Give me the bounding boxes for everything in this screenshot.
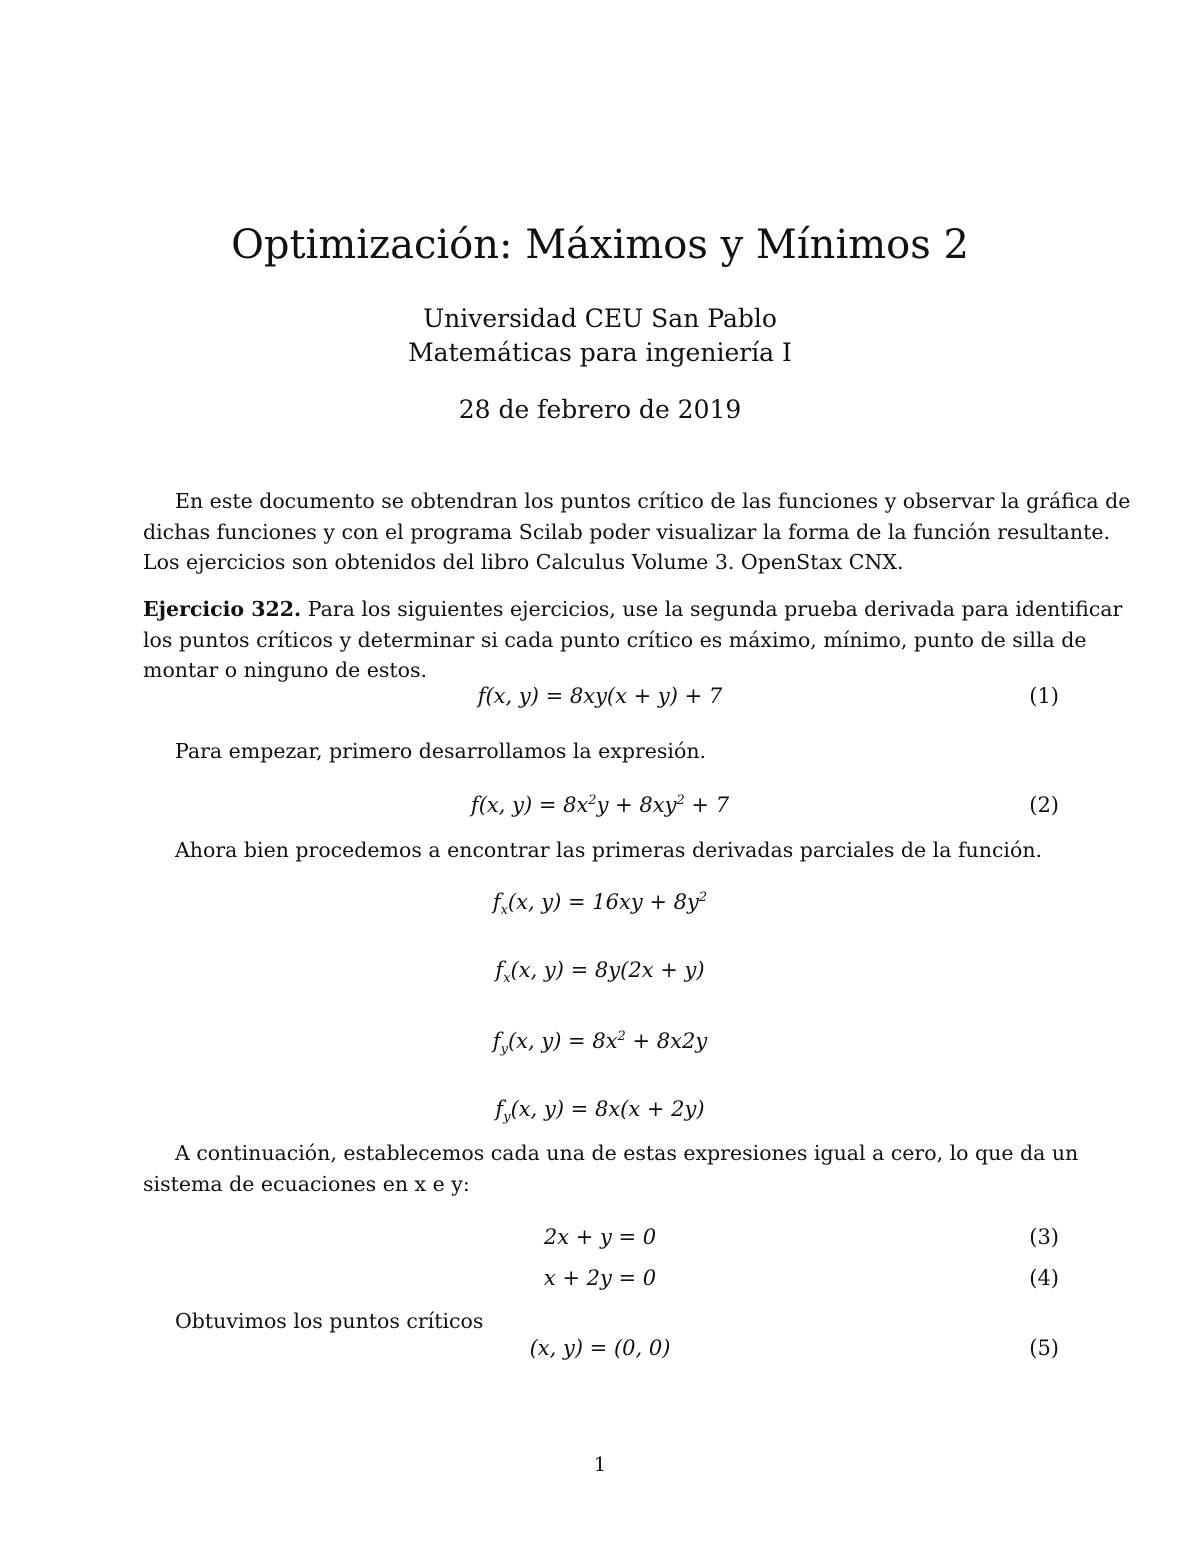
equation-3-body: 2x + y = 0 (543, 1225, 657, 1249)
system-paragraph (143, 1138, 1079, 1199)
partials-text: Ahora bien procedemos a encontrar las primeras derivadas parciales de la función. (175, 838, 1043, 862)
exercise-line: montar o ninguno de estos. (143, 658, 428, 682)
exercise-line: los puntos críticos y determinar si cada punto crítico es máximo, mínimo, punto de silla de (143, 627, 1087, 652)
expand-text: Para empezar, primero desarrollamos la expresión. (175, 739, 707, 763)
exercise-line-1 (143, 594, 1123, 625)
exercise-text: Para los siguientes ejercicios, use la segunda prueba derivada para identificar (307, 597, 1123, 621)
page-number: 1 (593, 1452, 607, 1476)
system-line: A continuación, establecemos cada una de estas expresiones igual a cero, lo que da un (175, 1141, 1079, 1165)
document-date: 28 de febrero de 2019 (458, 395, 742, 424)
equation-1 (0, 684, 1200, 708)
critical-text: Obtuvimos los puntos críticos (175, 1309, 484, 1333)
institution: Universidad CEU San Pablo (423, 304, 777, 333)
equation-5-body: (x, y) = (0, 0) (529, 1336, 671, 1360)
equation-5-number: (5) (1029, 1336, 1059, 1360)
equation-3-number: (3) (1029, 1225, 1059, 1249)
intro-line: dichas funciones y con el programa Scilab poder visualizar la forma de la función resultante. (143, 519, 1110, 544)
document-title: Optimización: Máximos y Mínimos 2 (231, 222, 969, 268)
course-name: Matemáticas para ingeniería I (408, 338, 792, 367)
exercise-label: Ejercicio 322. (143, 597, 302, 621)
partials-paragraph (143, 835, 1060, 866)
equation-3 (0, 1225, 1200, 1249)
equation-1-number: (1) (1029, 684, 1059, 708)
equation-2-number: (2) (1029, 793, 1059, 817)
equation-2 (0, 793, 1200, 817)
intro-line: Los ejercicios son obtenidos del libro Calculus Volume 3. OpenStax CNX. (143, 550, 904, 574)
equation-4-number: (4) (1029, 1266, 1059, 1290)
derivative-fy-factored: $f_y(x$, y) = 8x(x + 2y) (495, 1097, 705, 1126)
derivative-fy-expanded: $f_y(x$, $y) = 8x^2 + 8x2y$ (492, 1029, 708, 1058)
equation-4 (0, 1266, 1200, 1290)
intro-paragraph (143, 486, 1131, 578)
equation-4-body: x + 2y = 0 (543, 1266, 657, 1290)
equation-5 (0, 1336, 1200, 1360)
critical-paragraph (143, 1306, 1060, 1337)
equation-1-body: f(x, y) = 8xy(x + y) + 7 (477, 684, 723, 708)
derivative-fx-factored: $f_x(x$, y) = 8y(2x + y) (495, 958, 705, 987)
intro-line: En este documento se obtendran los puntos crítico de las funciones y observar la gráfica de (175, 489, 1131, 513)
system-line: sistema de ecuaciones en x e y: (143, 1171, 470, 1196)
derivative-fx-expanded: $f_x(x$, $y) = 16xy + 8y^2$ (492, 890, 708, 919)
equation-2-body: f(x, $y) = 8x^2y + 8xy^2 + 7$ (470, 793, 730, 817)
expand-paragraph (143, 736, 1060, 767)
exercise-paragraph (143, 594, 1123, 686)
